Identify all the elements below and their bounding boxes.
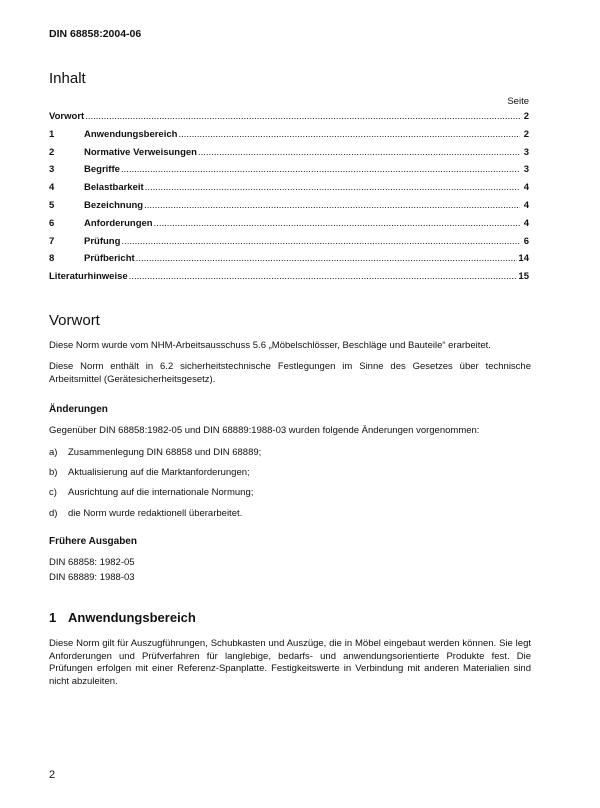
toc-entry-page: 4	[523, 199, 529, 211]
aenderungen-heading: Änderungen	[49, 404, 108, 415]
vorwort-paragraph-2: Diese Norm enthält in 6.2 sicherheitstechnische Festlegungen im Sinne des Gesetzes über technische Arbeitsmittel (Gerätesicherheitsgesetz).	[49, 361, 531, 385]
toc-entry-page: 2	[523, 111, 529, 122]
toc-entry-title: Anforderungen	[84, 217, 153, 229]
toc-entry-page: 3	[523, 146, 529, 158]
toc-entry-page: 4	[523, 217, 529, 229]
fruehere-ausgaben-heading: Frühere Ausgaben	[49, 536, 137, 547]
aenderungen-intro: Gegenüber DIN 68858:1982-05 und DIN 68889:1988-03 wurden folgende Änderungen vorgenommen:	[49, 425, 480, 436]
section-1-heading	[49, 610, 196, 625]
list-marker: c)	[49, 487, 57, 498]
toc-entry-number: 7	[49, 235, 55, 247]
section-1-paragraph: Diese Norm gilt für Auszugführungen, Schubkasten und Auszüge, die in Möbel eingebaut werden können. Sie legt Anforderungen und Prüfverfahren für langlebige, bedarfs- und anwendungsorientierte Produkte fest. Die Prüfungen erfolgen mit einer Referenz-Spanplatte. Festigkeitswerte in Verbindung mit anderen Materialien sind nicht abzuleiten.	[49, 638, 531, 687]
list-marker: a)	[49, 447, 58, 458]
list-item	[49, 447, 261, 458]
toc-entry-page: 6	[523, 235, 529, 247]
list-item-text: Zusammenlegung DIN 68858 und DIN 68889;	[68, 447, 262, 458]
toc-entry-page: 15	[518, 271, 529, 283]
toc-leader-dots	[154, 218, 520, 229]
toc-entry-literaturhinweise[interactable]	[49, 271, 529, 289]
toc-entry-page: 4	[523, 182, 529, 194]
vorwort-heading: Vorwort	[49, 312, 100, 329]
section-title: Anwendungsbereich	[68, 610, 196, 625]
list-marker: b)	[49, 467, 58, 478]
toc-entry-number: 3	[49, 164, 55, 176]
toc-entry-title: Bezeichnung	[84, 199, 144, 211]
toc-leader-dots	[136, 253, 518, 264]
toc-page-column-label: Seite	[507, 96, 529, 107]
list-item	[49, 467, 250, 478]
toc-entry-begriffe[interactable]	[49, 164, 529, 182]
toc-entry-pruefbericht[interactable]	[49, 253, 529, 271]
toc-leader-dots	[121, 236, 520, 247]
toc-entry-page: 14	[518, 253, 529, 265]
vorwort-paragraph-1: Diese Norm wurde vom NHM-Arbeitsausschuss 5.6 „Möbelschlösser, Beschläge und Bauteile“ erarbeitet.	[49, 340, 491, 351]
list-item-text: Ausrichtung auf die internationale Normung;	[68, 487, 254, 498]
toc-entry-number: 2	[49, 146, 55, 158]
toc-entry-page: 2	[523, 128, 529, 140]
toc-entry-title: Normative Verweisungen	[84, 146, 197, 158]
toc-entry-title: Vorwort	[49, 111, 85, 122]
list-item	[49, 508, 242, 519]
list-marker: d)	[49, 508, 58, 519]
standard-id: DIN 68858:2004-06	[49, 28, 142, 40]
list-item-text: Aktualisierung auf die Marktanforderungen;	[68, 467, 250, 478]
toc-leader-dots	[178, 129, 520, 140]
fruehere-ausgabe-line: DIN 68858: 1982-05	[49, 557, 135, 568]
toc-leader-dots	[145, 182, 520, 193]
toc-leader-dots	[198, 147, 520, 158]
toc-entry-vorwort[interactable]	[49, 111, 529, 129]
toc-entry-number: 4	[49, 182, 55, 194]
toc-entry-number: 1	[49, 128, 55, 140]
toc-entry-anforderungen[interactable]	[49, 218, 529, 236]
toc-entry-page: 3	[523, 164, 529, 176]
toc-entry-bezeichnung[interactable]	[49, 200, 529, 218]
toc-leader-dots	[144, 200, 520, 211]
section-number: 1	[49, 610, 57, 625]
toc-entry-title: Begriffe	[84, 164, 120, 176]
toc-entry-title: Prüfung	[84, 235, 121, 247]
toc-entry-pruefung[interactable]	[49, 236, 529, 254]
list-item	[49, 487, 253, 498]
toc-entry-title: Prüfbericht	[84, 253, 135, 265]
toc-entry-number: 6	[49, 217, 55, 229]
toc-leader-dots	[121, 164, 520, 175]
toc-entry-title: Literaturhinweise	[49, 271, 128, 283]
toc-entry-number: 5	[49, 199, 55, 211]
toc-entry-number: 8	[49, 253, 55, 265]
toc-entry-anwendungsbereich[interactable]	[49, 129, 529, 147]
table-of-contents	[49, 111, 529, 289]
toc-entry-title: Belastbarkeit	[84, 182, 144, 194]
toc-leader-dots	[85, 111, 520, 122]
list-item-text: die Norm wurde redaktionell überarbeitet.	[68, 508, 243, 519]
toc-entry-belastbarkeit[interactable]	[49, 182, 529, 200]
toc-leader-dots	[129, 271, 518, 282]
toc-heading: Inhalt	[49, 70, 86, 87]
toc-entry-normative-verweisungen[interactable]	[49, 147, 529, 165]
fruehere-ausgabe-line: DIN 68889: 1988-03	[49, 572, 135, 583]
page-number: 2	[49, 769, 56, 781]
toc-entry-title: Anwendungsbereich	[84, 128, 178, 140]
